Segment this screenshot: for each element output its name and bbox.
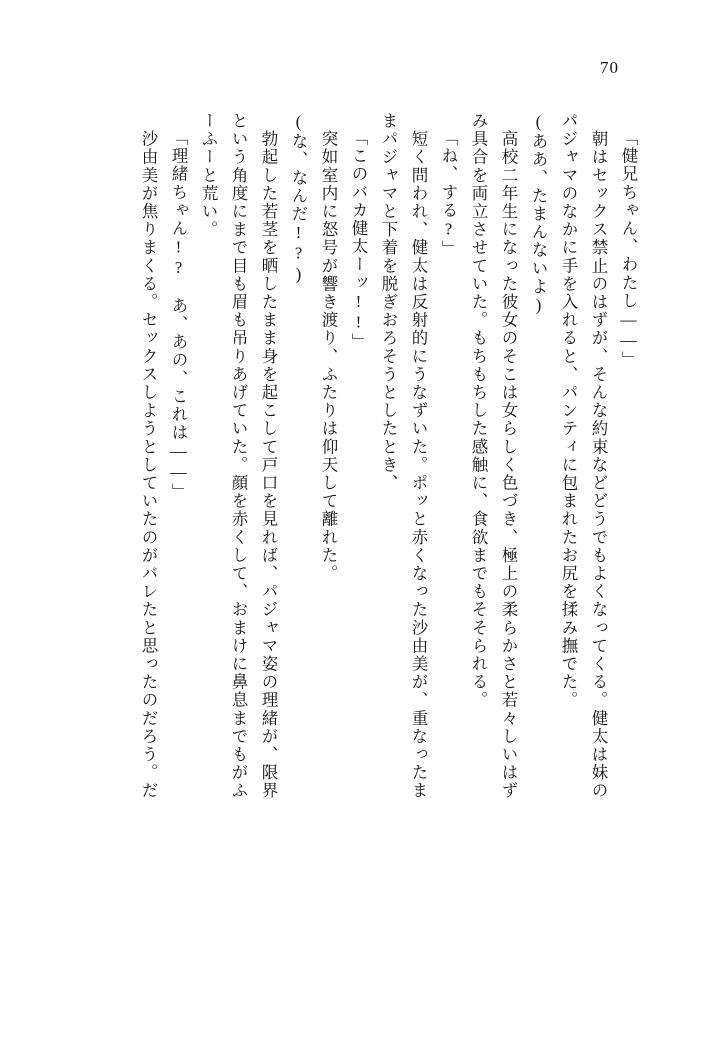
text-line: み具合を両立させていた。もちもちした感触に、食欲までもそそられる。	[469, 112, 488, 710]
text-line: 「理緒ちゃん!? あ、あの、これは――」	[169, 129, 188, 501]
text-line: (な、なんだ!?)	[289, 112, 308, 285]
text-line: ーふーと荒い。	[199, 112, 218, 239]
text-line: 「このバカ健太ーッ!!」	[349, 129, 368, 352]
text-line: パジャマのなかに手を入れると、パンティに包まれたお尻を揉み撫でた。	[559, 112, 578, 710]
text-line: まパジャマと下着を脱ぎおろそうとしたとき、	[379, 112, 398, 493]
text-line: 突如室内に怒号が響き渡り、ふたりは仰天して離れた。	[319, 112, 338, 583]
text-line: 勃起した若茎を晒したまま身を起こして戸口を見れば、パジャマ姿の理緒が、限界	[259, 112, 278, 800]
text-line: 沙由美が焦りまくる。セックスしようとしていたのがバレたと思ったのだろう。だ	[139, 112, 158, 800]
body-text-block	[52, 112, 643, 998]
text-line: 「健兄ちゃん、わたし――」	[619, 129, 638, 370]
text-line: 短く問われ、健太は反射的にうなずいた。ポッと赤くなった沙由美が、重なったま	[409, 112, 428, 800]
text-line: 朝はセックス禁止のはずが、そんな約束などどうでもよくなってくる。健太は妹の	[589, 112, 608, 800]
page-number: 70	[600, 58, 619, 77]
text-line: 高校二年生になった彼女のそこは女らしく色づき、極上の柔らかさと若々しいはず	[499, 112, 518, 800]
text-line: という角度にまで目も眉も吊りあげていた。顔を赤くして、おまけに鼻息までもがふ	[229, 112, 248, 800]
text-line: 「ね、する?」	[439, 129, 458, 259]
text-line: (ああ、たまんないよ)	[529, 112, 548, 317]
